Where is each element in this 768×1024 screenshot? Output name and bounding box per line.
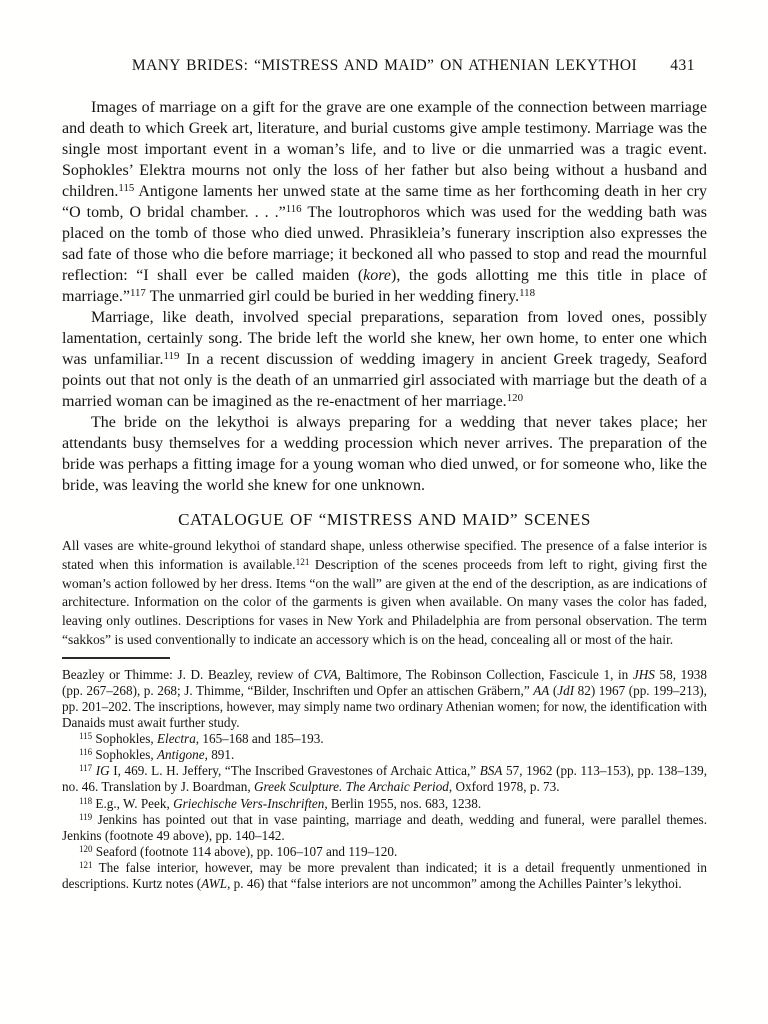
body-paragraph-preparations: Marriage, like death, involved special preparations, separation from loved ones, possibly lamentation, certainly song. The bride left the world she knew, her own home, to enter one which was unfamiliar.$^{119}$ In a recent discussion of wedding imagery in ancient Greek tragedy, Seaford points out that not only is the death of an unmarried girl associated with marriage but the death of a married woman can be imagined as the re-enactment of her marriage.$^{120}$	[62, 309, 708, 410]
article-text-column	[62, 97, 707, 892]
section-heading-catalogue: CATALOGUE OF “MISTRESS AND MAID” SCENES	[178, 510, 591, 529]
footnote-120: $^{120}$ Seaford (footnote 114 above), pp. 106–107 and 119–120.	[79, 843, 398, 859]
running-header-title: MANY BRIDES: “MISTRESS AND MAID” ON ATHENIAN LEKYTHOI	[131, 57, 638, 74]
footnote-continuation-114: Beazley or Thimme: J. D. Beazley, review of CVA, Baltimore, The Robinson Collection, Fascicule 1, in JHS 58, 1938 (pp. 267–268), p. 268; J. Thimme, “Bilder, Inschriften und Opfer an attischen Gräbern,” AA (JdI 82) 1967 (pp. 199–213), pp. 201–202. The inscriptions, however, may simply name two ordinary Athenian women; for now, the identification with Danaids must await further study.	[62, 666, 707, 731]
footnote-117: $^{117}$ IG I, 469. L. H. Jeffery, “The Inscribed Gravestones of Archaic Attica,” BSA 57, 1962 (pp. 113–153), pp. 138–139, no. 46. Translation by J. Boardman, Greek Sculpture. The Archaic Period, Oxford 1978, p. 73.	[62, 763, 708, 795]
footnotes-section	[62, 667, 707, 892]
body-paragraph-bride-lekythoi: The bride on the lekythoi is always preparing for a wedding that never takes place; her attendants busy themselves for a wedding procession which never arrives. The preparation of the bride was perhaps a fitting image for a young woman who died unwed, or for someone who, like the bride, was leaving the world she knew for one unknown.	[62, 414, 707, 494]
footnote-118: $^{118}$ E.g., W. Peek, Griechische Vers-Inschriften, Berlin 1955, nos. 683, 1238.	[79, 795, 482, 811]
footnote-separator-rule	[62, 657, 170, 659]
footnote-116: $^{116}$ Sophokles, Antigone, 891.	[79, 747, 235, 763]
body-paragraph-marriage-death: Images of marriage on a gift for the grave are one example of the connection between marriage and death to which Greek art, literature, and burial customs give ample testimony. Marriage was the single most important event in a woman’s life, and to live or die unmarried was a tragic event. Sophokles’ Elektra mourns not only the loss of her father but also being without a husband and children.$^{115}$ Antigone laments her unwed state at the same time as her forthcoming death in her cry “O tomb, O bridal chamber. . . .”$^{116}$ The loutrophoros which was used for the wedding bath was placed on the tomb of those who died unwed. Phrasikleia’s funerary inscription also expresses the sad fate of those who die before marriage; it beckoned all who passed to stop and read the mournful reflection: “I shall ever be called maiden (kore), the gods allotting me this title in place of marriage.”$^{117}$ The unmarried girl could be buried in her wedding finery.$^{118}$	[62, 99, 708, 305]
footnote-115: $^{115}$ Sophokles, Electra, 165–168 and 185–193.	[79, 731, 324, 747]
catalogue-intro-paragraph: All vases are white-ground lekythoi of standard shape, unless otherwise specified. The presence of a false interior is stated when this information is available.$^{121}$ Description of the scenes proceeds from left to right, giving first the woman’s action followed by her dress. Items “on the wall” are given at the end of the description, as are indications of architecture. Information on the color of the garments is given when available. On many vases the color has faded, leaving only outlines. Descriptions for vases in New York and Philadelphia are from personal observation. The term “sakkos” is used conventionally to indicate an accessory which is on the head, concealing all or most of the hair.	[62, 538, 707, 647]
page-number: 431	[670, 57, 695, 74]
footnote-121: $^{121}$ The false interior, however, may be more prevalent than indicated; it is a detail frequently unmentioned in descriptions. Kurtz notes (AWL, p. 46) that “false interiors are not uncommon” among the Achilles Painter’s lekythoi.	[62, 859, 707, 891]
footnote-119: $^{119}$ Jenkins has pointed out that in vase painting, marriage and death, wedding and funeral, were parallel themes. Jenkins (footnote 49 above), pp. 140–142.	[62, 811, 707, 843]
running-header	[62, 57, 707, 75]
